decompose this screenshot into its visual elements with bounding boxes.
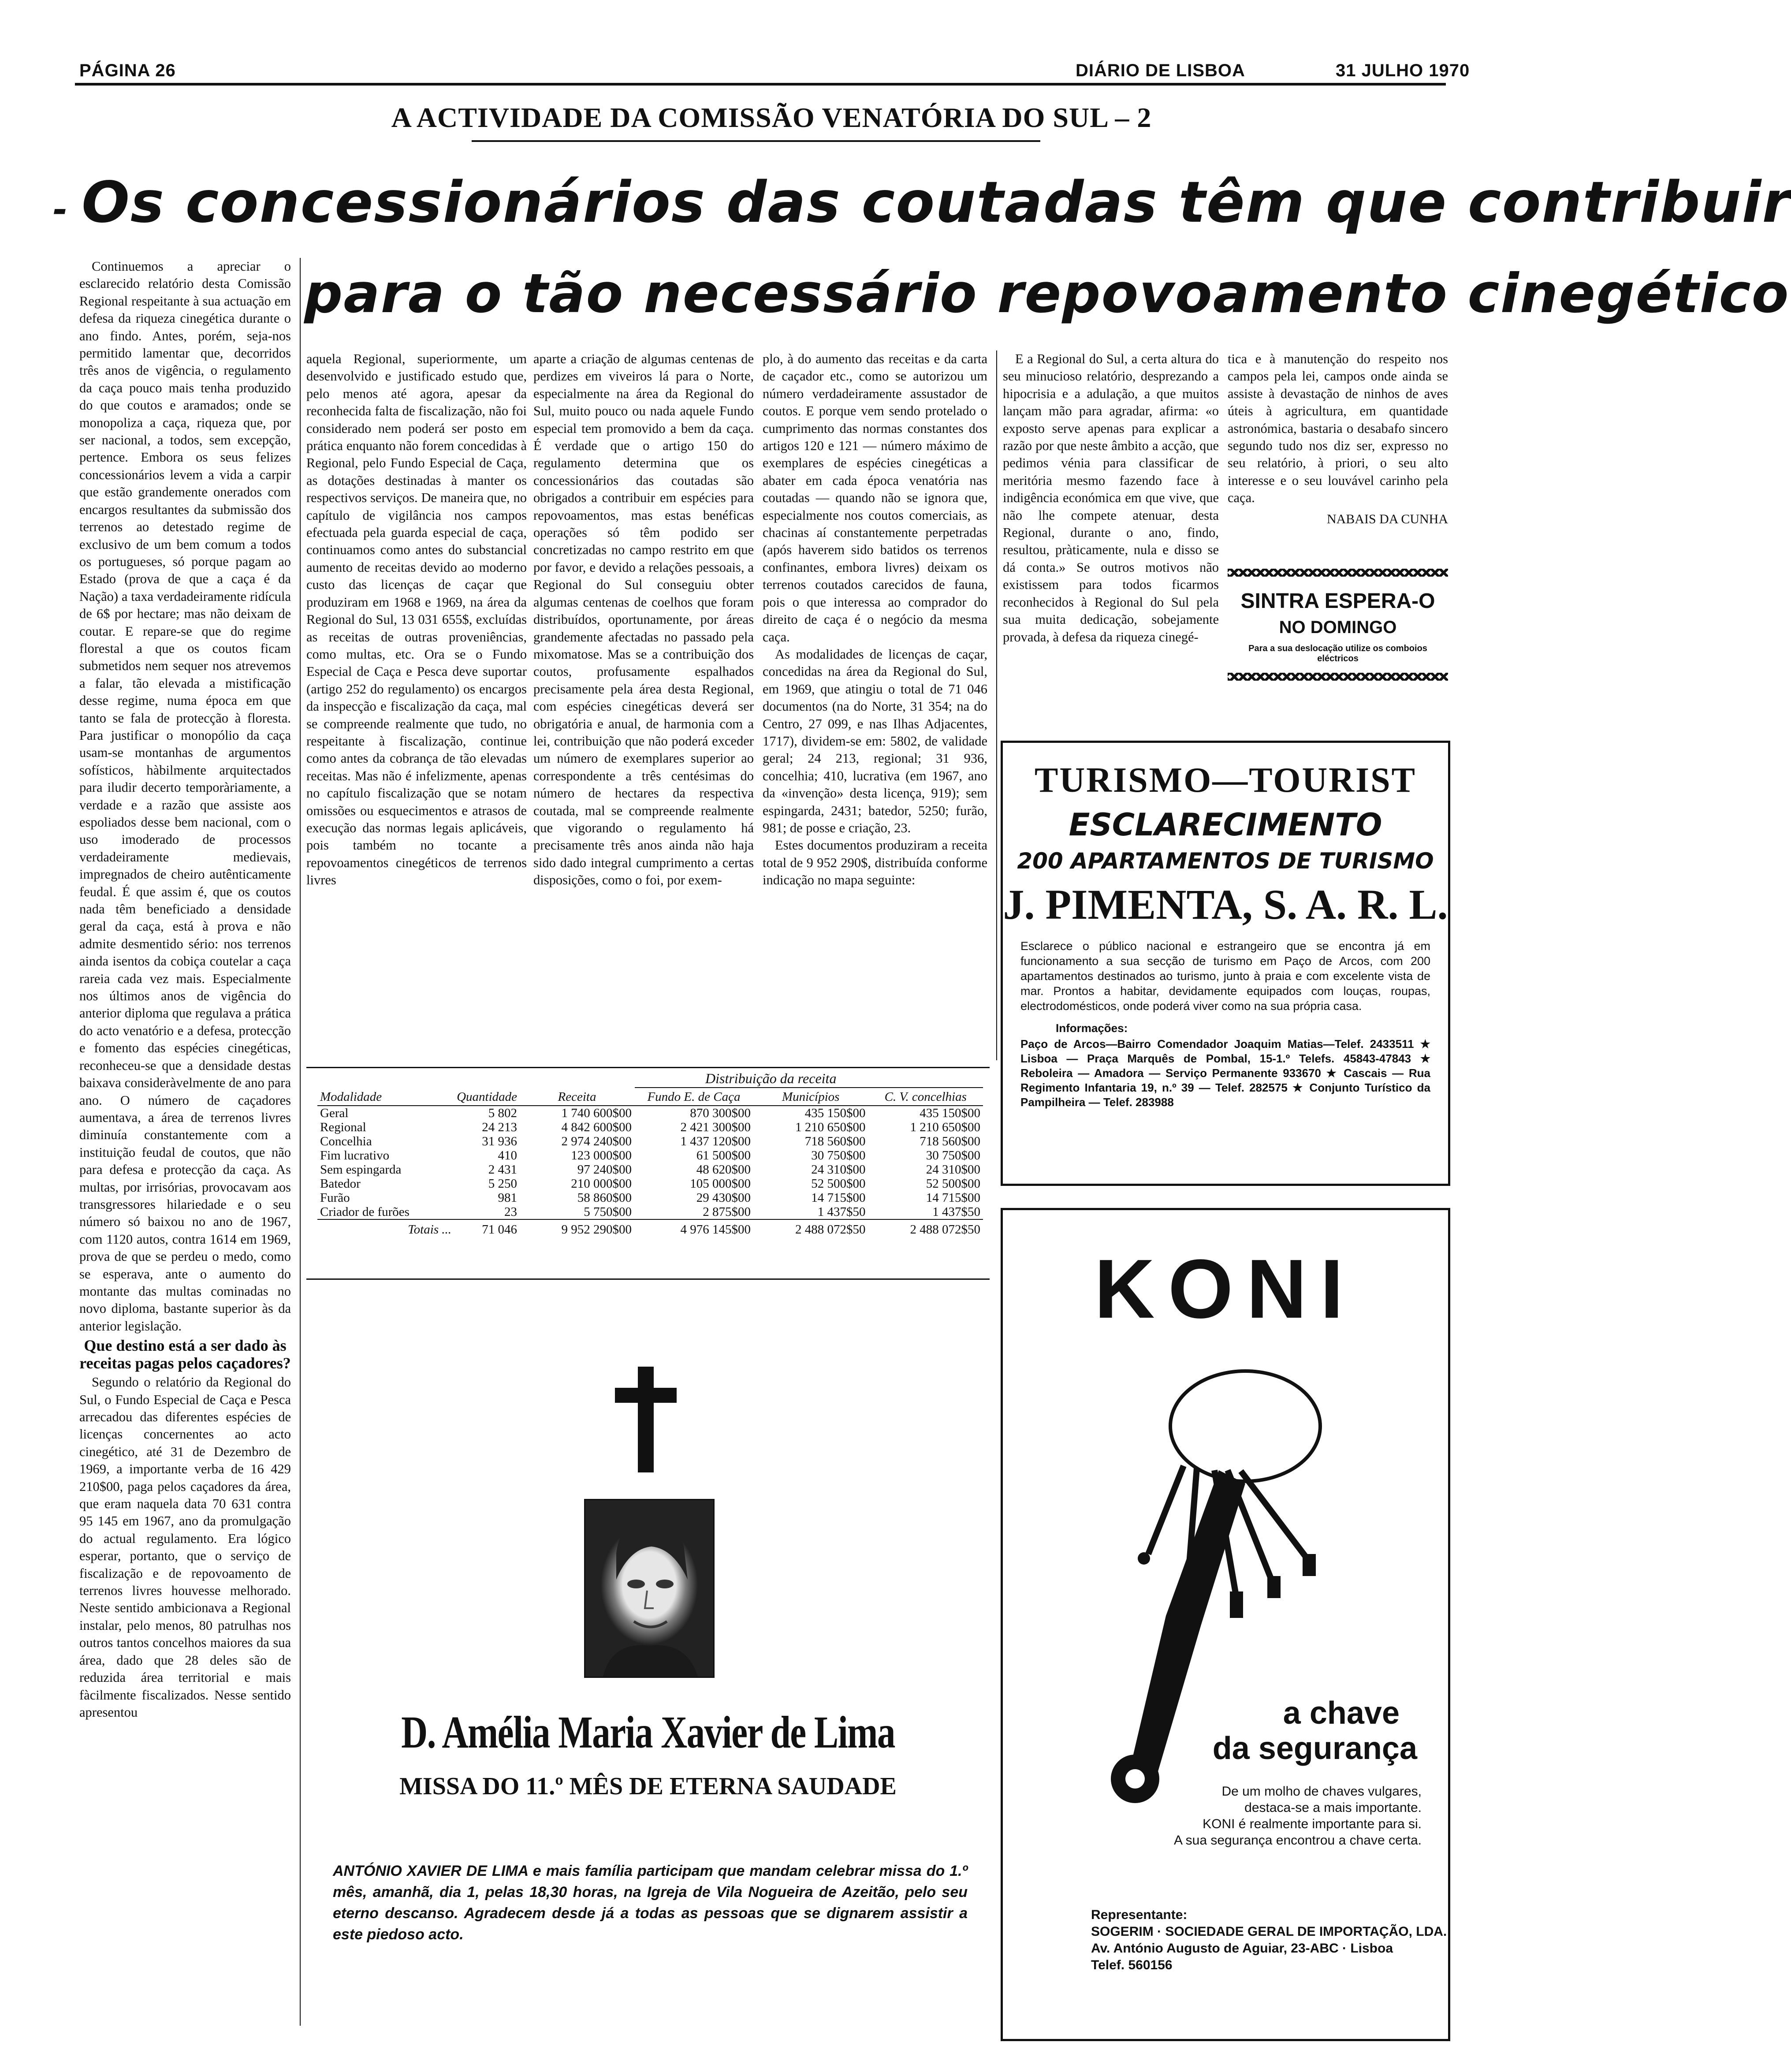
turismo-company: J. PIMENTA, S. A. R. L.	[1003, 881, 1448, 928]
table-row	[317, 1120, 983, 1134]
cell: 210 000$00	[571, 1177, 632, 1191]
article-paragraph: aparte a criação de algumas centenas de perdizes em viveiros lá para o Norte, especialmente na área da Regional do Sul, muito pouco ou nada aquele Fundo especial tem promovido a bem da caça. É verdade que o artigo 150 do regulamento determina que os concessionários das coutadas são obrigados a contribuir em espécies para repovoamentos, mas estas benéficas operações só têm podido ser concretizadas no campo restrito em que por favor, e devido a relações pessoais, a Regional do Sul conseguiu obter algumas centenas de coelhos que foram distribuídos, oportunamente, por áreas grandemente afectadas no passado pela mixomatose. Mas se a contribuição dos coutos, profusamente espalhados precisamente pela área desta Regional, com espécies cinegéticas deverá ser obrigatória e anual, de harmonia com a lei, contribuição que não poderá exceder um número de exemplares superior ao correspondente a três centésimas do número de hectares da respectiva coutada, mal se compreende realmente que vigorando o regulamento há precisamente três anos ainda não haja sido dado integral cumprimento a certas disposições, como o foi, por exem-	[533, 351, 754, 888]
table-row	[317, 1106, 983, 1120]
headline-line-1	[53, 170, 1791, 235]
th-modalidade: Modalidade	[320, 1090, 382, 1104]
table-totals-row	[317, 1219, 983, 1237]
table-group-rule	[635, 1087, 983, 1088]
cell: 4 842 600$00	[561, 1120, 632, 1134]
koni-ad	[1001, 1208, 1450, 2041]
cell: Sem espingarda	[320, 1163, 402, 1177]
cell: 48 620$00	[696, 1163, 751, 1177]
cell: 1 437$50	[817, 1205, 866, 1219]
article-paragraph: aquela Regional, superiormente, um desenvolvido e justificado estudo que, pelo menos até agora, apesar da reconhecida falta de fiscalização, não foi considerado nem poderá ser posto em prática enquanto não forem concedidas à Regional, pelo Fundo Especial de Caça, as dotações destinadas à manter os respectivos serviços. De maneira que, no capítulo de vigilância nos campos efectuada pela guarda especial de caça, continuamos como antes do substancial aumento de receitas devido ao moderno custo das licenças de caçar que produziram em 1968 e 1969, na área da Regional do Sul, 13 031 655$, excluídas as receitas de outras proveniências, como multas, etc. Ora se o Fundo Especial de Caça e Pesca deve suportar (artigo 252 do regulamento) os encargos da inspecção e fiscalização da caça, mal se compreende realmente que tudo, no respeitante à fiscalização, continue como antes da cobrança de tão elevadas receitas. Mas não é infelizmente, apenas no capítulo fiscalização que se notam omissões ou esquecimentos e atrasos de execução das normas legais aplicáveis, pois também no tocante a repovoamentos cinegéticos de terrenos livres	[306, 351, 527, 888]
obituary-text: ANTÓNIO XAVIER DE LIMA e mais família participam que mandam celebrar missa do 1.º mês, amanhã, dia 1, pelas 18,30 horas, na Igreja de Vila Nogueira de Azeitão, pelo seu eterno descanso. Agradecem desde já a todas as pessoas que se dignarem assistir a este piedoso acto.	[333, 1863, 968, 1943]
cell: 23	[504, 1205, 517, 1219]
cell: 58 860$00	[577, 1191, 632, 1205]
table-row	[317, 1191, 983, 1205]
cell: Concelhia	[320, 1134, 372, 1148]
koni-body-line: destaca-se a mais importante.	[1244, 1800, 1422, 1815]
turismo-apartments: 200 APARTAMENTOS DE TURISMO	[1017, 848, 1434, 874]
article-signature: NABAIS DA CUNHA	[1326, 511, 1448, 526]
article-column-5	[1003, 350, 1219, 716]
table-row	[317, 1163, 983, 1177]
cell: 870 300$00	[690, 1106, 751, 1120]
newspaper-name: DIÁRIO DE LISBOA	[1076, 61, 1245, 80]
revenue-table	[317, 1070, 983, 1237]
cell: 24 213	[482, 1120, 517, 1134]
cell: 2 974 240$00	[561, 1134, 632, 1148]
koni-representative	[1091, 1907, 1447, 1974]
cell: 24 310$00	[926, 1163, 980, 1177]
turismo-title: TURISMO—TOURIST	[1035, 761, 1416, 800]
cell: 52 500$00	[926, 1177, 980, 1191]
section-kicker: A ACTIVIDADE DA COMISSÃO VENATÓRIA DO SUL – 2	[391, 102, 1152, 133]
article-paragraph: As modalidades de licenças de caçar, concedidas na área da Regional do Sul, em 1969, que atingiu o total de 71 046 documentos (na do Norte, 31 354; na do Centro, 27 099, e nas Ilhas Adjacentes, 1717), dividem-se em: 5802, de validade geral; 24 213, regional; 31 936, concelhia; 410, lucrativa (em 1967, ano da «invenção» desta licença, 919); sem espingarda, 2431; batedor, 5250; furão, 981; de posse e criação, 23.	[763, 646, 987, 835]
cell: 29 430$00	[696, 1191, 751, 1205]
article-column-6	[1228, 350, 1448, 558]
turismo-body: Esclarece o público nacional e estrangeiro que se encontra já em funcionamento a sua secção de turismo em Paço de Arcos, com 200 apartamentos destinados ao turismo, junto à praia e com excelente vista de mar. Prontos a habitar, devidamente equipados com louças, roupas, electrodomésticos, onde poderá viver como na sua própria casa.	[1020, 939, 1430, 1013]
table-title: Distribuição da receita	[705, 1070, 837, 1086]
cell: Totais ...	[408, 1222, 452, 1237]
koni-slogan-1: a chave	[1283, 1696, 1400, 1731]
cell: 61 500$00	[696, 1148, 751, 1163]
article-paragraph: Segundo o relatório da Regional do Sul, o Fundo Especial de Caça e Pesca arrecadou das diferentes espécies de licenças concernentes ao acto cinegético, até 31 de Dezembro de 1969, a importante verba de 16 429 210$00, paga pelos caçadores da área, que eram naquela data 70 631 contra 95 145 em 1967, ano da promulgação do actual regulamento. Era lógico esperar, portanto, que o serviço de fiscalização e de repovoamento de terrenos livres houvesse melhorado. Neste sentido ambicionava a Regional instalar, pelo menos, 80 patrulhas nos outros tantos concelhos maiores da sua área, dado que 28 deles são de reduzida área territorial e mais fàcilmente fiscalizados. Nesse sentido apresentou	[79, 1375, 291, 1720]
cell: 5 750$00	[584, 1205, 632, 1219]
article-column-1	[79, 258, 291, 2017]
th-municipios: Municípios	[782, 1090, 840, 1104]
cell: 123 000$00	[571, 1148, 632, 1163]
cell: 2 431	[488, 1163, 517, 1177]
headline-dash: -	[53, 189, 82, 230]
table-header-row	[317, 1089, 983, 1106]
portrait-photo	[584, 1499, 715, 1678]
cell: 1 437 120$00	[680, 1134, 751, 1148]
wavy-border-top	[1228, 569, 1448, 577]
cell: 2 421 300$00	[680, 1120, 751, 1134]
cell: 2 488 072$50	[795, 1222, 866, 1237]
obituary-notice	[306, 1292, 990, 2041]
cell: Furão	[320, 1191, 350, 1205]
cell: Fim lucrativo	[320, 1148, 390, 1163]
table-row	[317, 1205, 983, 1219]
sintra-small-text: Para a sua deslocação utilize os comboios eléctricos	[1248, 644, 1427, 663]
rep-company: SOGERIM · SOCIEDADE GERAL DE IMPORTAÇÃO, LDA.	[1091, 1924, 1447, 1939]
koni-body-line: De um molho de chaves vulgares,	[1221, 1784, 1422, 1799]
cell: 2 488 072$50	[910, 1222, 980, 1237]
obituary-subtitle: MISSA DO 11.º MÊS DE ETERNA SAUDADE	[399, 1773, 897, 1800]
turismo-info-title: Informações:	[1056, 1021, 1128, 1035]
column-rule	[300, 258, 301, 2026]
sintra-title: SINTRA ESPERA-O	[1240, 589, 1435, 613]
column-rule	[996, 350, 997, 1060]
th-quantidade: Quantidade	[457, 1090, 517, 1104]
table-row	[317, 1134, 983, 1148]
cell: 1 740 600$00	[561, 1106, 632, 1120]
cell: 24 310$00	[811, 1163, 866, 1177]
cross-icon	[615, 1367, 677, 1472]
page-number: PÁGINA 26	[79, 61, 176, 80]
article-paragraph: Estes documentos produziram a receita total de 9 952 290$, distribuída conforme indicação no mapa seguinte:	[763, 838, 987, 888]
cell: Batedor	[320, 1177, 361, 1191]
cell: Regional	[320, 1120, 366, 1134]
turismo-info: Paço de Arcos—Bairro Comendador Joaquim Matias—Telef. 2433511 ★ Lisboa — Praça Marquês de Pombal, 15-1.º Telefs. 45843-47843 ★ Reboleira — Amadora — Serviço Permanente 933670 ★ Cascais — Rua Regimento Infantaria 19, n.º 39 — Telef. 282575 ★ Conjunto Turístico da Pampilheira — Telef. 283988	[1020, 1037, 1430, 1109]
cell: 1 437$50	[932, 1205, 980, 1219]
cell: 981	[498, 1191, 517, 1205]
cell: 9 952 290$00	[561, 1222, 632, 1237]
table-top-rule	[306, 1067, 990, 1068]
rep-title: Representante:	[1091, 1908, 1188, 1922]
cell: 718 560$00	[804, 1134, 866, 1148]
rep-address: Av. António Augusto de Aguiar, 23-ABC · Lisboa	[1091, 1941, 1393, 1956]
sintra-subtitle: NO DOMINGO	[1279, 618, 1397, 637]
article-column-2	[306, 350, 527, 1060]
th-fundo: Fundo E. de Caça	[647, 1090, 741, 1104]
cell: 71 046	[482, 1222, 517, 1237]
table-row	[317, 1148, 983, 1163]
cell: 5 802	[488, 1106, 517, 1120]
cell: 718 560$00	[920, 1134, 980, 1148]
cell: 5 250	[488, 1177, 517, 1191]
revenue-table-grid	[317, 1089, 983, 1237]
cell: 4 976 145$00	[680, 1222, 751, 1237]
cell: 30 750$00	[811, 1148, 866, 1163]
cell: 410	[498, 1148, 517, 1163]
headline-text-1: Os concessionários das coutadas têm que contribuir	[82, 170, 1791, 235]
rep-phone: Telef. 560156	[1091, 1958, 1173, 1972]
article-column-4	[763, 350, 987, 1060]
cell: 30 750$00	[926, 1148, 980, 1163]
article-subhead: Que destino está a ser dado às receitas pagas pelos caçadores?	[79, 1337, 291, 1372]
turismo-subtitle: ESCLARECIMENTO	[1069, 807, 1382, 843]
koni-body-line: KONI é realmente importante para si.	[1203, 1817, 1422, 1831]
article-paragraph: tica e à manutenção do respeito nos campos pela lei, campos onde ainda se assiste à devastação de ninhos de aves úteis à agricultura, em quantidade astronómica, bastaria o desabafo sincero segundo tudo nos diz ser, expresso no seu relatório, à priori, o seu alto interesse e o seu louvável carinho pela caça.	[1228, 351, 1448, 506]
cell: 31 936	[482, 1134, 517, 1148]
article-paragraph: plo, à do aumento das receitas e da carta de caçador etc., como se autorizou um número verdadeiramente assustador de coutos. E porque vem sendo protelado o cumprimento das normas constantes dos artigos 120 e 121 — número máximo de exemplares de espécies cinegéticas a abater em cada época venatória nas coutadas — quando não se ignora que, especialmente nos coutos comerciais, as chacinas aí constantemente perpetradas (após haverem sido batidos os terrenos confinantes, embora livres) deixam os terrenos coutados carecidos de fauna, pois o que interessa ao comprador do direito de caça é o negócio da mesma caça.	[763, 351, 987, 645]
kicker-underline	[472, 140, 1040, 142]
issue-date: 31 JULHO 1970	[1336, 61, 1470, 80]
cell: 2 875$00	[703, 1205, 751, 1219]
cell: Criador de furões	[320, 1205, 410, 1219]
th-cv: C. V. concelhias	[884, 1090, 967, 1104]
obituary-name: D. Amélia Maria Xavier de Lima	[401, 1707, 895, 1758]
table-bottom-rule	[306, 1278, 990, 1280]
article-paragraph: Continuemos a apreciar o esclarecido relatório desta Comissão Regional respeitante à sua actuação em defesa da riqueza cinegética durante o ano findo. Antes, porém, seja-nos permitido lamentar que, decorridos três anos de vigência, o regulamento da caça pouco mais tenha produzido do que coutos e aramados; onde se monopoliza a caça, riqueza que, por ser nacional, a todos, sem excepção, pertence. Embora os seus felizes concessionários levem a vida a carpir que estão grandemente onerados com encargos resultantes da submissão dos terrenos ao detestado regime de exclusivo de um bem comum a todos os portugueses, só porque pagam ao Estado (prova de que a caça é da Nação) a taxa verdadeiramente ridícula de 6$ por hectare; mas não deixam de coutar. E repare-se que do regime florestal a que os coutos ficam submetidos nem sequer nos atrevemos a falar, tão elevada a mistificação desse regime, numa época em que tanto se fala de protecção à floresta. Para justificar o monopólio da caça usam-se montanhas de argumentos sofísticos, hàbilmente arquitectados para iludir decerto temporàriamente, a verdade e a razão que assiste aos espoliados desse bem nacional, com o uso imoderado de processos verdadeiramente medievais, impregnados de cheiro autênticamente feudal. É que assim é, que os coutos nada têm beneficiado a densidade geral da caça, está à prova e não admite desmentido sério: nos terrenos ainda isentos da cobiça coutelar a caça rareia cada vez mais. Especialmente nos últimos anos de vigência do anterior diploma que regulava a prática do acto venatório e a defesa, protecção e fomento das espécies cinegéticas, reconheceu-se que a densidade destas baixava consideràvelmente de ano para ano. O número de caçadores aumentava, a área de terrenos livres diminuía constantemente com a instituição feudal de coutos, que não para defesa e protecção da caça. As multas, por irrisórias, provocavam aos transgressores hilariedade e o seu número só baixou no ano de 1967, com 1120 autos, contra 1614 em 1969, prova de que se perdeu o medo, como se esperava, ante o aumento do montante das multas cominadas no novo diploma, bastante superior às da anterior legislação.	[79, 259, 291, 1334]
cell: 435 150$00	[804, 1106, 866, 1120]
article-column-3	[533, 350, 754, 1060]
cell: 14 715$00	[926, 1191, 980, 1205]
koni-slogan-2: da segurança	[1212, 1731, 1417, 1766]
wavy-border-bottom	[1228, 673, 1448, 681]
koni-body-line: A sua segurança encontrou a chave certa.	[1173, 1833, 1422, 1848]
cell: 1 210 650$00	[795, 1120, 866, 1134]
cell: 52 500$00	[811, 1177, 866, 1191]
article-paragraph: E a Regional do Sul, a certa altura do seu minucioso relatório, desprezando a hipocrisia e a adulação, a que muitos lançam mão para agradar, afirma: «o exposto serve apenas para explicar a razão por que neste âmbito a acção, que pedimos vénia para classificar de meritória mesmo fazendo face à indigência económica em que vive, que não lhe compete atenuar, desta Regional, durante o ano, findo, resultou, pràticamente, nula e disso se dá conta.» Se outros motivos não existissem para todos ficarmos reconhecidos à Regional do Sul pela sua muita dedicação, sobejamente provada, à defesa da riqueza cinegé-	[1003, 351, 1219, 645]
th-receita: Receita	[558, 1090, 596, 1104]
cell: 14 715$00	[811, 1191, 866, 1205]
cell: 435 150$00	[920, 1106, 980, 1120]
cell: 1 210 650$00	[910, 1120, 980, 1134]
sintra-ad	[1228, 569, 1448, 710]
turismo-ad	[1001, 741, 1450, 1186]
koni-brand: KONI	[1094, 1242, 1357, 1336]
table-row	[317, 1177, 983, 1191]
headline-line-2: para o tão necessário repovoamento cinegético	[304, 262, 1790, 325]
cell: 97 240$00	[577, 1163, 632, 1177]
portrait-face	[585, 1500, 713, 1677]
cell: 105 000$00	[690, 1177, 751, 1191]
koni-body	[1113, 1783, 1422, 1848]
header-rule	[75, 83, 1446, 86]
cell: Geral	[320, 1106, 349, 1120]
